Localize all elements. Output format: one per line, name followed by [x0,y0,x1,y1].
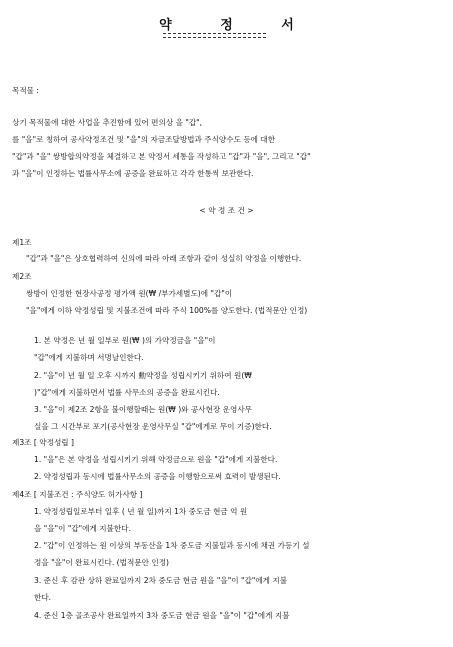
article-3-item: 1. "을"은 본 약정을 성립시키기 위해 약정금으로 원을 "갑"에게 지불한다. [34,455,278,464]
article-2-item: 1. 본 약정은 년 월 일부로 원(₩ )의 가약정금을 "을"이 [34,336,216,345]
purpose-label: 목적물 : [12,86,39,95]
title-underline [163,33,266,38]
intro-line: 상기 목적물에 대한 사업을 추진함에 있어 편의상 을 "갑", [12,118,203,127]
article-3-item: 2. 약정성립과 동시에 법률사무소의 공증을 이행함으로써 효력이 발생된다. [34,472,281,481]
article-4-label: 제4조 [ 지불조건 : 주식양도 허가사항 ] [12,490,143,499]
article-4-item: 3. 준신 후 감관 상하 완료일까지 2차 중도금 현금 원을 "을"이 "갑"에게 지불 [34,576,288,585]
article-2-item: 2. "을"이 년 월 일 오후 시까지 勳약정을 성립시키기 위하여 원(₩ [34,371,252,380]
document-title: 약 정 서 [159,18,316,33]
article-3-label: 제3조 [ 약정성립 ] [12,438,75,447]
intro-line: 를 "을"로 칭하여 공사약정조건 및 "을"의 자금조달방법과 주식양수도 등에 대한 [12,135,276,144]
article-4-item: 정을 "을"이 완료시킨다. (법적문안 인정) [34,558,170,567]
article-1-text: "갑"과 "을"은 상호협력하여 신의에 따라 아래 조항과 같이 성실히 약정을 이행한다. [26,254,302,263]
article-2-item: )"갑"에게 지불하면서 법률 사무소의 공증을 완료시킨다. [34,388,220,397]
intro-line: 과 "을"이 인정하는 법률사무소에 공증을 완료하고 각각 한통씩 보관한다. [12,169,254,178]
article-4-item: 4. 준신 1층 골조공사 완료일까지 3차 중도금 현금 원을 "을"이 "갑"에게 지불 [34,611,290,620]
article-2-item: 실을 그 시간부로 포기(공사현장 운영사무실 "갑"에게로 무이 기증)한다. [34,422,272,431]
article-4-item: 2. "갑"이 인정하는 원 이상의 부동산을 1차 중도금 지불일과 동시에 채권 가등기 설 [34,541,310,550]
section-heading: < 약 정 조 건 > [199,206,254,215]
article-2-line: 쌍방이 인정한 현장사공정 평가액 원(₩ /부가세별도)에 "갑"이 [26,289,233,298]
article-4-item: 을 "을"이 "갑"에게 지불한다. [34,524,131,533]
intro-line: "갑"과 "을" 쌍방합의약정을 체결하고 본 약정서 세통을 작성하고 "갑"과 "을", 그리고 "갑" [12,152,311,161]
article-1-label: 제1조 [12,238,32,247]
article-4-item: 1. 약정성립일로부터 일후 ( 년 월 일)까지 1차 중도금 현금 억 원 [34,507,248,516]
article-2-item: "갑"에게 지불하며 서명날인한다. [34,353,144,362]
article-2-item: 3. "을"이 제2조 2항을 불이행할때는 원(₩ )와 공사현장 운영사무 [34,405,253,414]
article-2-line: "을"에게 이하 약정성립 및 지불조건에 따라 주식 100%를 양도한다. (법적문안 인정) [26,306,308,315]
article-2-label: 제2조 [12,272,32,281]
article-4-item: 한다. [34,593,52,602]
